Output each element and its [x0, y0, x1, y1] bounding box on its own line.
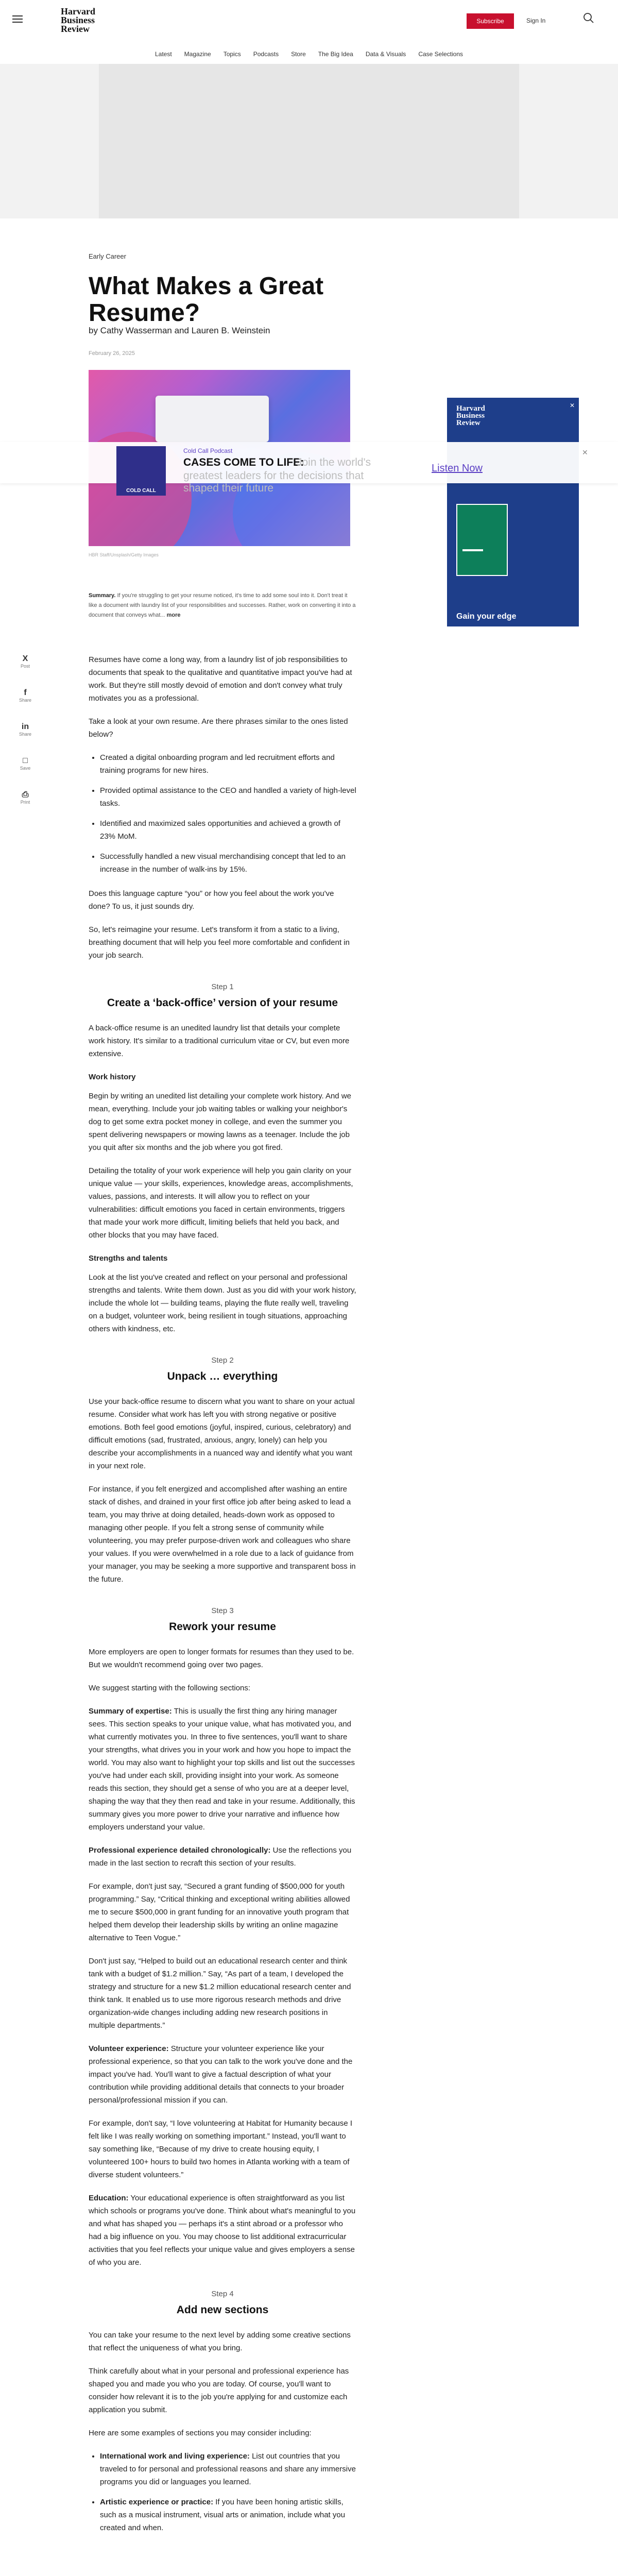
- list-item-text: List out countries that you traveled to for personal and professional reasons and share any immersive programs you did or languages you learned.: [100, 2452, 356, 2486]
- paragraph: Begin by writing an unedited list detailing your complete work history. And we mean, everything. Include your job waiting tables or walking your neighbor's dog to get some extra pocket money in college, and even the summer you spent delivering newspapers or mowing lawns as a teenager. Include the job you quit after six months and the job where you got fired.: [89, 1092, 351, 1152]
- step-label: Step 1: [211, 982, 234, 991]
- site-header: [0, 0, 618, 44]
- step-label: Step 4: [211, 2290, 234, 2298]
- paragraph: Detailing the totality of your work experience will help you gain clarity on your unique value — your skills, experiences, knowledge areas, accomplishments, values, passions, and interests. It will allow you to reflect on your vulnerabilities: difficult emotions you faced in certain environments, triggers that made your work more difficult, limiting beliefs that held you back, and other blocks that you may have faced.: [89, 1166, 353, 1240]
- paragraph: Don't just say, “Helped to build out an educational research center and think tank with a budget of $1.2 million.” Say, “As part of a team, I developed the strategy and structure for a new $1.2 million educational research center and think tank. It enabled us to use more rigorous research methods and drive organization-wide changes including adding new research positions in multiple departments.”: [89, 1957, 351, 2030]
- nav-data-visuals[interactable]: Data & Visuals: [365, 50, 406, 58]
- step-label: Step 3: [211, 1606, 234, 1615]
- list-item: • Successfully handled a new visual merchandising concept that led to an increase in the number of walk-ins by 15%.: [100, 850, 356, 876]
- podcast-subtitle: shaped their future: [183, 482, 274, 494]
- paragraph-text: Structure your volunteer experience like your professional experience, so that you can talk to the work you've done and the impact you've had. You'll want to give a factual description of what your contribution while providing additional details that connects to your broader personal/professional mission if you can.: [89, 2044, 353, 2105]
- search-icon[interactable]: [583, 12, 594, 24]
- bookmark-icon: □: [23, 756, 28, 765]
- paragraph-text: This is usually the first thing any hiring manager sees. This section speaks to your unique value, what has motivated you, and what currently motivates you. In three to five sentences, you'll want to share your strengths, what drives you in your work and how you hope to impact the world. You may also want to highlight your top skills and list out the successes you've had under each skill, providing insight into your work. As someone reads this section, they should get a sense of who you are at a deeper level, shaping the way that they then read and take in your resume. Additionally, this summary gives you more power to drive your narrative and influence how employers understand your value.: [89, 1707, 355, 1832]
- nav-store[interactable]: Store: [291, 50, 306, 58]
- step-heading: Rework your resume: [169, 1621, 276, 1633]
- section-ideas-list: [89, 2450, 356, 2534]
- linkedin-icon: in: [21, 722, 29, 731]
- share-linkedin[interactable]: [19, 722, 32, 737]
- inline-label: Volunteer experience:: [89, 2044, 169, 2053]
- listen-now-link[interactable]: Listen Now: [432, 463, 483, 474]
- paragraph: More employers are open to longer formats for resumes than they used to be. But we wouldn't recommend going over two pages.: [89, 1648, 354, 1669]
- article-summary: [89, 591, 356, 620]
- article-date: February 26, 2025: [89, 350, 135, 357]
- paragraph: So, let's reimagine your resume. Let's transform it from a static to a living, breathing document that will help you feel more comfortable and confident in your job search.: [89, 925, 350, 960]
- list-item-text: If you have been honing artistic skills, such as a musical instrument, visual arts or animation, include what you created and when.: [100, 2498, 346, 2532]
- list-item: • Identified and maximized sales opportunities and achieved a growth of 23% MoM.: [100, 817, 356, 843]
- nav-latest[interactable]: Latest: [154, 50, 172, 58]
- paragraph: [89, 1844, 356, 1870]
- paragraph: For example, don't just say, “Secured a grant funding of $500,000 for youth programming.” Say, “Critical thinking and exceptional writing abilities allowed me to secure $500,000 in grant funding for an innovative youth program that helped them develop their leadership skills by writing an online magazine alternative to Teen Vogue.”: [89, 1882, 350, 1942]
- share-label: Share: [19, 698, 32, 703]
- paragraph: [89, 2042, 356, 2107]
- paragraph-text: Use the reflections you made in the last section to recraft this section of your results.: [89, 1846, 352, 1868]
- paragraph-text: Your educational experience is often straightforward as you list which schools or programs you've done. Think about what's meaningful to you and what has shaped you — perhaps it's a stint abroad or a professor who had a big influence on you. You may choose to list additional extracurricular activities that you feel reflects your unique value and gives employers a sense of who you are.: [89, 2194, 356, 2267]
- podcast-label: Cold Call Podcast: [183, 447, 233, 454]
- summary-text: If you're struggling to get your resume noticed, it's time to add some soul into it. Don't treat it like a document with laundry list of your responsibilities and successes. Rather, work on converting it into a document that conveys what...: [89, 592, 356, 618]
- subheading: Work history: [89, 1073, 136, 1081]
- paragraph: [89, 1705, 356, 1834]
- share-x[interactable]: [19, 654, 32, 669]
- nav-podcasts[interactable]: Podcasts: [253, 50, 279, 58]
- summary-label: Summary.: [89, 592, 116, 599]
- top-ad-band: [0, 64, 618, 218]
- ad-tagline: Gain your edge: [456, 612, 517, 621]
- share-label: Share: [19, 732, 32, 737]
- close-icon[interactable]: ✕: [582, 448, 588, 456]
- print-button[interactable]: [19, 790, 32, 805]
- nav-magazine[interactable]: Magazine: [184, 50, 211, 58]
- x-icon: X: [22, 654, 28, 663]
- paragraph: Look at the list you've created and reflect on your personal and professional strengths and talents. Write them down. Just as you did with your work history, include the whole lot — building teams, playing the flute really well, traveling on a budget, volunteer work, being resilient in tough situations, approaching others with kindness, etc.: [89, 1273, 356, 1333]
- share-label: Save: [20, 766, 31, 771]
- list-item: [100, 2450, 356, 2488]
- list-item: • Provided optimal assistance to the CEO and handled a variety of high-level tasks.: [100, 784, 356, 810]
- article-title: What Makes a Great Resume?: [89, 273, 324, 327]
- paragraph: Think carefully about what in your personal and professional experience has shaped you and made you who you are today. Of course, you'll want to consider how relevant it is to the job you're applying for and customize each application you submit.: [89, 2367, 349, 2414]
- paragraph: For example, don't say, “I love volunteering at Habitat for Humanity because I felt like I was really working on something important.” Instead, you'll want to say something like, “Because of my drive to create housing equity, I volunteered 100+ hours to build two homes in Atlanta working with a team of diverse student volunteers.”: [89, 2119, 353, 2179]
- share-facebook[interactable]: [19, 688, 32, 703]
- book-image: [456, 504, 508, 576]
- facebook-icon: f: [24, 688, 27, 697]
- paragraph: Does this language capture “you” or how you feel about the work you've done? To us, it just sounds dry.: [89, 889, 334, 911]
- ad-brand: Harvard Business Review: [456, 404, 485, 427]
- nav-topics[interactable]: Topics: [223, 50, 241, 58]
- close-icon[interactable]: ✕: [569, 402, 575, 409]
- share-label: Post: [20, 664, 30, 669]
- podcast-subtitle: Join the world's: [297, 456, 371, 468]
- menu-icon[interactable]: [12, 15, 23, 23]
- logo-text: Harvard Business Review: [61, 6, 95, 34]
- signin-link[interactable]: Sign In: [526, 17, 546, 24]
- paragraph: You can take your resume to the next level by adding some creative sections that reflect the uniqueness of what you bring.: [89, 2331, 351, 2352]
- paragraph: For instance, if you felt energized and accomplished after washing an entire stack of dishes, and drained in your first office job after being asked to lead a team, you may thrive at doing detailed, heads-down work as opposed to managing other people. If you felt a strong sense of community while volunteering, you may prefer purpose-driven work and colleagues who share your values. If you were overwhelmed in a role due to a lack of guidance from your manager, you may be seeking a more supportive and transparent boss in the future.: [89, 1485, 356, 1584]
- step-heading: Add new sections: [176, 2304, 269, 2316]
- podcast-subtitle: greatest leaders for the decisions that: [183, 470, 364, 482]
- inline-label: Education:: [89, 2194, 129, 2202]
- paragraph: Resumes have come a long way, from a laundry list of job responsibilities to documents that speak to the qualitative and quantitative impact you've had at work. But they're still mostly devoid of emotion and don't convey what truly motivates you as a professional.: [89, 655, 352, 703]
- paragraph: [89, 2192, 356, 2269]
- inline-label: Professional experience detailed chronologically:: [89, 1846, 271, 1855]
- subheading: Strengths and talents: [89, 1254, 168, 1263]
- podcast-title: CASES COME TO LIFE:: [183, 456, 304, 468]
- example-list: [89, 751, 356, 876]
- save-button[interactable]: [19, 756, 32, 771]
- inline-label: International work and living experience:: [100, 2452, 250, 2461]
- podcast-banner[interactable]: [0, 442, 618, 494]
- summary-more-link[interactable]: more: [166, 612, 181, 618]
- share-label: Print: [20, 800, 30, 805]
- list-item: [100, 2496, 356, 2534]
- article-byline: by Cathy Wasserman and Lauren B. Weinstein: [89, 326, 270, 335]
- paragraph: Take a look at your own resume. Are there phrases similar to the ones listed below?: [89, 717, 348, 739]
- ad-placeholder[interactable]: [99, 64, 519, 218]
- list-item: • Created a digital onboarding program and led recruitment efforts and training programs for new hires.: [100, 751, 356, 777]
- paragraph: Here are some examples of sections you may consider including:: [89, 2429, 312, 2437]
- step-label: Step 2: [211, 1356, 234, 1365]
- main-nav: [0, 47, 618, 64]
- print-icon: ⎙: [22, 790, 29, 799]
- image-caption: HBR Staff/Unsplash/Getty Images: [89, 552, 159, 557]
- paragraph: Use your back-office resume to discern what you want to share on your actual resume. Consider what work has left you with strong negative or positive emotions. Both feel good emotions (joyful, inspired, curious, celebratory) and difficult emotions (sad, frustrated, anxious, angry, lonely) can help you describe your accomplishments in a nuanced way and identify what you want in your next role.: [89, 1397, 355, 1470]
- inline-label: Artistic experience or practice:: [100, 2498, 214, 2506]
- side-ad[interactable]: [447, 398, 579, 626]
- keyboard-illustration: [156, 396, 269, 442]
- article-topic[interactable]: Early Career: [89, 252, 126, 260]
- nav-case-selections[interactable]: Case Selections: [418, 50, 464, 58]
- step-heading: Unpack … everything: [167, 1370, 278, 1382]
- hbr-logo[interactable]: [61, 7, 106, 33]
- inline-label: Summary of expertise:: [89, 1707, 172, 1716]
- paragraph: A back-office resume is an unedited laundry list that details your complete work history. It's similar to a traditional curriculum vitae or CV, but even more extensive.: [89, 1024, 350, 1058]
- paragraph: We suggest starting with the following sections:: [89, 1684, 251, 1692]
- article-body: [89, 653, 356, 2546]
- podcast-cover: COLD CALL: [116, 446, 166, 496]
- subscribe-button[interactable]: Subscribe: [467, 13, 514, 29]
- step-heading: Create a ‘back-office’ version of your resume: [107, 997, 338, 1009]
- nav-big-idea[interactable]: The Big Idea: [318, 50, 353, 58]
